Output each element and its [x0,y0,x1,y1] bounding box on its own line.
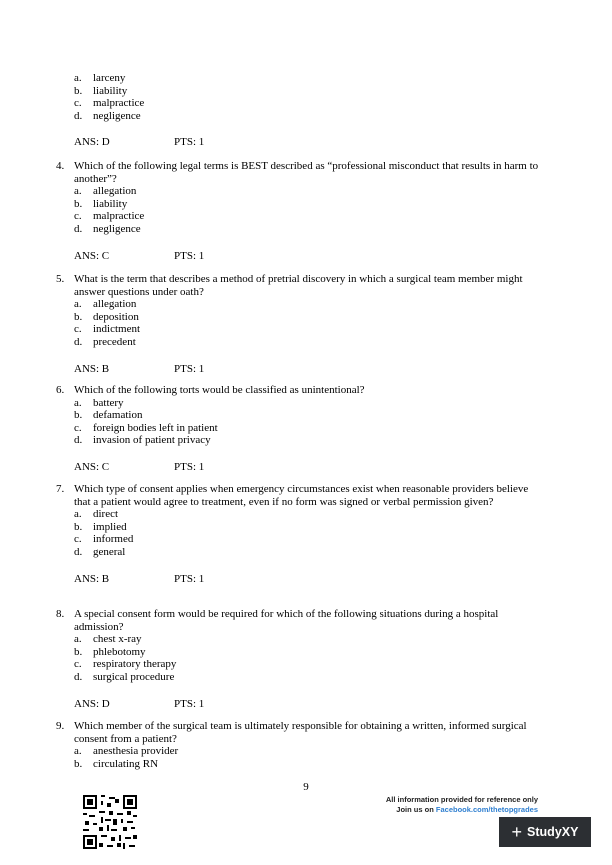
option [74,745,546,758]
question-text: Which of the following legal terms is BEST described as “professional misconduct that results in harm to another”? [74,160,539,185]
options-list [74,397,546,447]
option-letter: b. [74,520,83,533]
option-letter: a. [74,72,82,84]
points: PTS: 1 [174,572,205,585]
answer: ANS: B [74,362,110,375]
option [74,210,546,223]
answer-line [74,573,546,586]
option-text: anesthesia provider [93,745,179,758]
option-text: circulating RN [93,757,159,770]
answer: ANS: D [74,136,110,149]
option-letter: d. [74,109,83,122]
options-list [74,508,546,558]
option-letter: b. [74,409,83,422]
option-letter: c. [74,323,82,336]
option-letter: a. [74,745,82,758]
brand-name: StudyXY [527,824,579,839]
option-text: battery [93,396,124,409]
plus-icon: + [511,822,523,842]
question-text: Which member of the surgical team is ultimately responsible for obtaining a written, informed surgical consent from a patient? [74,720,527,745]
option [74,85,546,98]
option-text: respiratory therapy [93,658,177,671]
answer: ANS: B [74,572,110,585]
answer: ANS: C [74,249,110,262]
answer-line [74,250,546,263]
option-text: liability [93,84,128,97]
answer-line [74,136,546,149]
question-7 [56,483,546,585]
option-text: precedent [93,335,136,348]
option [74,409,546,422]
option-text: larceny [93,72,126,84]
option [74,633,546,646]
studyxy-brand-badge[interactable] [499,817,591,847]
answer-line [74,698,546,711]
question-text: What is the term that describes a method of pretrial discovery in which a surgical team member might answer questions under oath? [74,273,523,298]
option-text: malpractice [93,97,145,110]
option [74,758,546,771]
option-text: negligence [93,109,141,122]
option [74,671,546,684]
option-letter: b. [74,757,83,770]
option [74,298,546,311]
answer: ANS: C [74,460,110,473]
footer-info [386,795,538,815]
option [74,223,546,236]
option [74,508,546,521]
option [74,185,546,198]
answer: ANS: D [74,697,110,710]
points: PTS: 1 [174,460,205,473]
option-text: allegation [93,185,137,198]
option-letter: c. [74,210,82,223]
option-text: defamation [93,409,143,422]
option-letter: b. [74,645,83,658]
info-disclaimer: All information provided for reference only [385,795,538,804]
question-3 [56,72,546,149]
facebook-link[interactable]: Facebook.com/thetopgrades [435,805,538,814]
option-letter: d. [74,335,83,348]
option-text: phlebotomy [93,645,146,658]
points: PTS: 1 [174,697,205,710]
answer-line [74,363,546,376]
option-letter: d. [74,670,83,683]
info-join: Join us on [396,805,436,814]
option [74,110,546,123]
option [74,646,546,659]
option [74,658,546,671]
option-letter: a. [74,508,82,521]
option-letter: c. [74,421,82,434]
option-letter: a. [74,396,82,409]
option-text: surgical procedure [93,670,175,683]
option-letter: c. [74,658,82,671]
option [74,533,546,546]
question-4 [56,160,546,262]
option [74,422,546,435]
option [74,336,546,349]
qr-code-icon [83,795,137,849]
option-letter: b. [74,84,83,97]
question-number: 6. [56,384,65,396]
question-number: 7. [56,483,65,495]
option-letter: c. [74,97,82,110]
option-letter: a. [74,185,82,198]
question-text: Which of the following torts would be classified as unintentional? [74,384,365,396]
option [74,311,546,324]
options-list [74,185,546,235]
answer-line [74,461,546,474]
options-list [74,745,546,770]
option-text: general [93,545,126,558]
option-text: invasion of patient privacy [93,434,211,447]
option-letter: c. [74,533,82,546]
option-letter: d. [74,222,83,235]
option-letter: a. [74,633,82,646]
points: PTS: 1 [174,136,205,149]
option-text: chest x-ray [93,633,142,646]
question-number: 4. [56,160,65,172]
option-text: implied [93,520,127,533]
question-6 [56,384,546,474]
page-number: 9 [303,781,309,793]
option [74,546,546,559]
option-letter: d. [74,545,83,558]
option-text: deposition [93,310,139,323]
option [74,323,546,336]
question-8 [56,608,546,710]
options-list [74,633,546,683]
option-text: allegation [93,298,137,311]
option [74,521,546,534]
question-text: Which type of consent applies when emergency circumstances exist when reasonable providers believe that a patient would agree to treatment, even if no form was signed or verbal permission given? [74,483,529,508]
question-number: 9. [56,720,65,732]
option [74,198,546,211]
option-text: malpractice [93,210,145,223]
question-9 [56,720,546,770]
option-letter: b. [74,197,83,210]
option-text: foreign bodies left in patient [93,421,218,434]
option [74,72,546,85]
option-letter: d. [74,434,83,447]
option-text: liability [93,197,128,210]
points: PTS: 1 [174,249,205,262]
option-letter: a. [74,298,82,311]
option [74,97,546,110]
question-number: 5. [56,273,65,285]
option-text: negligence [93,222,141,235]
options-list [74,72,546,122]
option [74,434,546,447]
option [74,397,546,410]
question-text: A special consent form would be required for which of the following situations during a hospital admission? [74,608,499,633]
option-text: informed [93,533,134,546]
option-text: direct [93,508,119,521]
option-text: indictment [93,323,141,336]
question-5 [56,273,546,375]
question-number: 8. [56,608,65,620]
points: PTS: 1 [174,362,205,375]
option-letter: b. [74,310,83,323]
options-list [74,298,546,348]
